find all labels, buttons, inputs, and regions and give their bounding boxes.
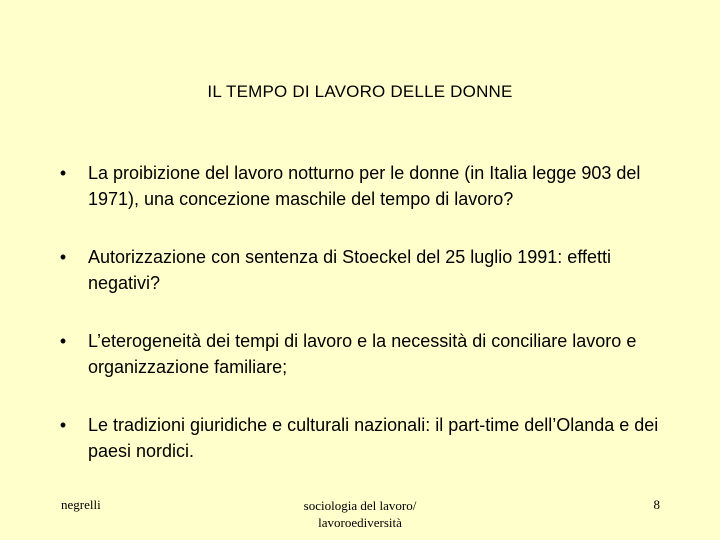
bullet-text: La proibizione del lavoro notturno per le donne (in Italia legge 903 del 1971), una concezione maschile del tempo di lavoro? [88,163,641,209]
footer-course-line-1: sociologia del lavoro/ [303,498,417,513]
footer-course-line-2: lavoroediversità [318,515,402,530]
bullet-item-4 [56,412,676,464]
footer-course [260,497,460,531]
slide-title: IL TEMPO DI LAVORO DELLE DONNE [207,82,513,101]
bullet-item-1 [56,160,676,212]
bullet-item-3 [56,328,676,380]
bullet-text: L’eterogeneità dei tempi di lavoro e la necessità di conciliare lavoro e organizzazione familiare; [88,331,637,377]
bullet-icon: • [59,331,67,351]
bullet-text: Autorizzazione con sentenza di Stoeckel del 25 luglio 1991: effetti negativi? [88,247,612,293]
bullet-list [56,160,676,496]
page-number: 8 [653,497,660,512]
bullet-icon: • [59,163,67,183]
footer-author: negrelli [61,497,101,512]
bullet-icon: • [59,415,67,435]
bullet-text: Le tradizioni giuridiche e culturali nazionali: il part-time dell’Olanda e dei paesi nordici. [88,415,659,461]
bullet-item-2 [56,244,676,296]
bullet-icon: • [59,247,67,267]
